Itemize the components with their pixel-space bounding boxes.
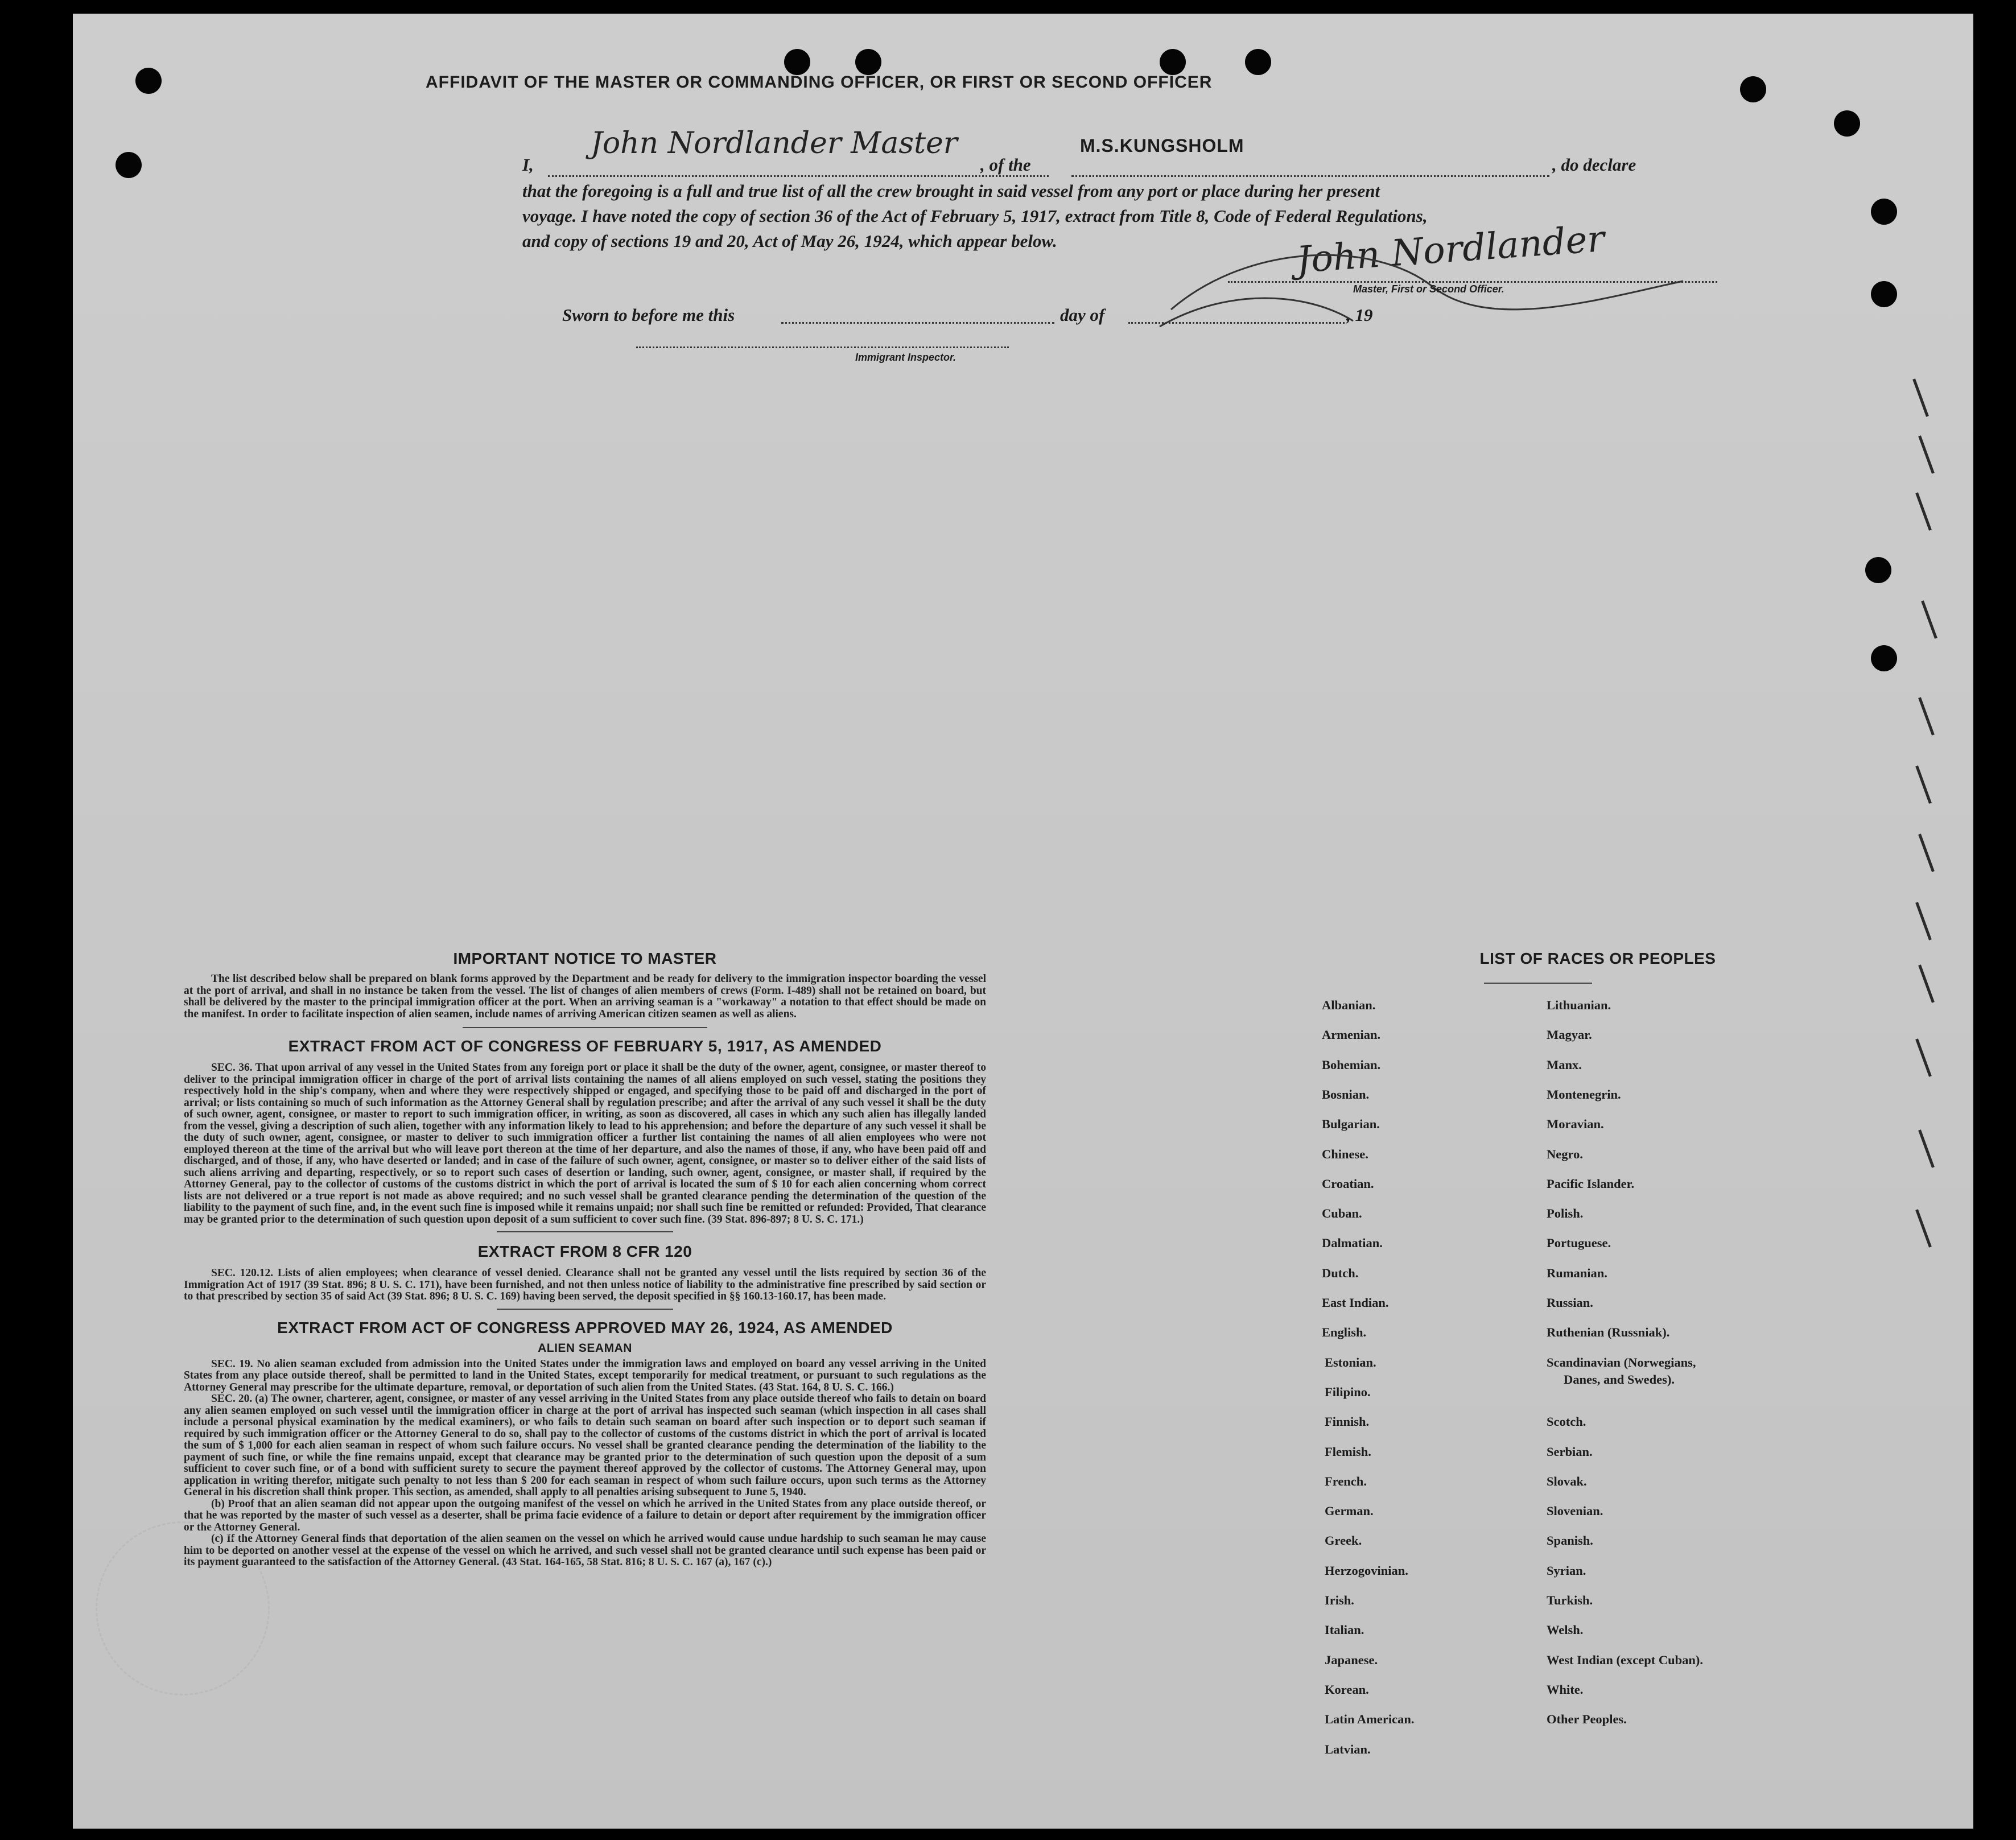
race-item: Danes, and Swedes). (1564, 1372, 1675, 1387)
extract-cfr-text (184, 1268, 986, 1303)
race-item: Japanese. (1325, 1652, 1378, 1667)
signature-caption: Master, First or Second Officer. (1353, 283, 1504, 295)
margin-mark (1915, 902, 1932, 940)
punch-hole-icon (1740, 76, 1766, 102)
year-label: , 19 (1346, 305, 1373, 325)
race-item: Bohemian. (1322, 1057, 1381, 1072)
notice-text (184, 973, 986, 1020)
race-item: Pacific Islander. (1547, 1176, 1635, 1191)
alien-seaman-subtitle: ALIEN SEAMAN (538, 1341, 632, 1355)
inspector-caption: Immigrant Inspector. (855, 352, 957, 363)
divider (1484, 983, 1592, 984)
document-page (73, 14, 1973, 1829)
margin-mark (1918, 697, 1935, 735)
margin-mark (1915, 492, 1932, 530)
day-of-label: day of (1060, 305, 1105, 325)
punch-hole-icon (1245, 49, 1271, 75)
extract-cfr-title: EXTRACT FROM 8 CFR 120 (477, 1243, 692, 1260)
master-handwritten-name: John Nordlander Master (591, 126, 958, 160)
race-item: Irish. (1325, 1593, 1354, 1607)
race-item: English. (1322, 1325, 1367, 1340)
affidavit-title: AFFIDAVIT OF THE MASTER OR COMMANDING OFFICER, OR FIRST OR SECOND OFFICER (426, 73, 1213, 92)
race-item: Latin American. (1325, 1712, 1415, 1727)
punch-hole-icon (135, 68, 162, 94)
race-item: Herzogovinian. (1325, 1563, 1408, 1578)
margin-mark (1915, 1209, 1932, 1247)
race-item: Portuguese. (1547, 1236, 1611, 1251)
extract-1924-text (184, 1359, 986, 1569)
extract-1917-text (184, 1062, 986, 1226)
race-item: Slovenian. (1547, 1504, 1603, 1519)
sec-20a-paragraph: SEC. 20. (a) The owner, charterer, agent, consignee, or master of any vessel arriving in the United States from any place outside thereof who fails to detain on board any alien seamen employed on such vessel until the immigration officer in charge at the port of arrival has inspected such seaman (which inspection in all cases shall include a personal physical examination by the medical examiners), or who fails to detain such seaman on board after such inspection or to deport such seaman if required by such immigration officer or the Attorney General to do so, shall pay to the collector of customs of the customs district in which the port of arrival is located the sum of $ 1,000 for each alien seaman in respect of whom such failure occurs. No vessel shall be granted clearance pending the determination of the liability to the payment of such fine, or while the fine remains unpaid, except that clearance may be granted prior to the determination of such question upon the deposit of a sum sufficient to cover such fine, or of a bond with sufficient surety to secure the payment thereof approved by the collector of customs. The Attorney General may, upon application in writing therefor, mitigate such penalty to not less than $ 200 for each seaman in respect of whom such failure occurs, upon such terms as the Attorney General in his discretion shall think proper. This section, as amended, shall apply to all penalties arising subsequent to June 5, 1940. (184, 1393, 986, 1498)
race-item: Rumanian. (1547, 1265, 1607, 1280)
extract-1924-title: EXTRACT FROM ACT OF CONGRESS APPROVED MAY 26, 1924, AS AMENDED (277, 1318, 893, 1336)
race-item: Bosnian. (1322, 1087, 1370, 1101)
race-item: Flemish. (1325, 1444, 1371, 1459)
race-item: Dalmatian. (1322, 1236, 1383, 1251)
race-item: West Indian (except Cuban). (1547, 1652, 1704, 1667)
punch-hole-icon (1871, 645, 1897, 671)
divider (497, 1231, 673, 1232)
race-item: Scandinavian (Norwegians, (1547, 1355, 1696, 1369)
master-signature: John Nordlander (1295, 218, 1606, 282)
race-item: Syrian. (1547, 1563, 1586, 1578)
race-item: East Indian. (1322, 1296, 1389, 1310)
punch-hole-icon (855, 49, 881, 75)
notice-paragraph: The list described below shall be prepared on blank forms approved by the Department and be ready for delivery to the immigration inspector boarding the vessel at the port of arrival, and shall in no instance be taken from the vessel. The list of changes of alien members of crews (Form. I-489) shall not be retained on board, but shall be delivered by the master to the principal immigration officer at the port. When an arriving seaman is a "workaway" a notation to that effect should be made on the manifest. In order to facilitate inspection of alien seamen, include names of arriving American citizen seamen as well as aliens. (184, 973, 986, 1020)
divider (463, 1027, 707, 1028)
margin-mark (1915, 765, 1932, 803)
affidavit-line-3: voyage. I have noted the copy of section 36 of the Act of February 5, 1917, extract from Title 8, Code of Federal Regulations, (522, 206, 1428, 226)
ship-name-line (1071, 175, 1549, 177)
race-item: French. (1325, 1474, 1367, 1488)
race-item: Russian. (1547, 1296, 1593, 1310)
master-name-line (548, 175, 1049, 177)
inspector-signature-line (636, 346, 1009, 348)
margin-mark (1912, 378, 1929, 416)
of-the-label: , of the (980, 155, 1031, 175)
sec-19-paragraph: SEC. 19. No alien seaman excluded from admission into the United States under the immigration laws and employed on board any vessel arriving in the United States from any place outside thereof, shall be permitted to land in the United States, except temporarily for medical treatment, or pursuant to such regulations as the Attorney General may prescribe for the ultimate departure, removal, or deportation of such alien from the United States. (43 Stat. 164, 8 U. S. C. 166.) (184, 1358, 986, 1393)
affidavit-line-4: and copy of sections 19 and 20, Act of May 26, 1924, which appear below. (522, 231, 1057, 251)
sworn-label: Sworn to before me this (562, 305, 735, 325)
race-item: Croatian. (1322, 1176, 1374, 1191)
sworn-month-line (1128, 322, 1345, 324)
race-item: Montenegrin. (1547, 1087, 1621, 1101)
sec-36-paragraph: SEC. 36. That upon arrival of any vessel in the United States from any foreign port or place it shall be the duty of the owner, agent, consignee, or master thereof to deliver to the principal immigration officer in charge of the port of arrival lists containing the names of all aliens employed on such vessel, stating the positions they respectively hold in the ship's company, when and where they were respectively shipped or engaged, and specifying those to be paid off and discharged in the port of arrival; or lists containing so much of such information as the Attorney General shall by regulation prescribe; and after the arrival of any such vessel it shall be the duty of such owner, agent, consignee, or master to report to such immigration officer, in writing, as soon as discovered, all cases in which any such alien has illegally landed from the vessel, giving a description of such alien, together with any information likely to lead to his apprehension; and before the departure of any such vessel it shall be the duty of such owner, agent, consignee, or master to deliver to such immigration officer a further list containing the names of all alien employees who were not employed thereon at the time of the arrival but who will leave port thereon at the time of her departure, and also the names of those, if any, who have been paid off and discharged, and of those, if any, who have deserted or landed; and in case of the failure of such owner, agent, consignee, or master so to deliver either of the said lists of such aliens arriving and departing, respectively, or so to report such cases of desertion or landing, such owner, agent, consignee, or master shall, if required by the Attorney General, pay to the collector of customs of the customs district in which the port of arrival is located the sum of $ 10 for each alien concerning whom correct lists are not delivered or a true report is not made as above required; and no such vessel shall be granted clearance pending the determination of the question of the liability to the payment of such fine, and, in the event such fine is imposed while it remains unpaid; nor shall such fine be remitted or refunded: Provided, That clearance may be granted prior to the determination of such question upon deposit of a sum sufficient to cover such fine. (39 Stat. 896-897; 8 U. S. C. 171.) (184, 1062, 986, 1226)
affidavit-line-2: that the foregoing is a full and true list of all the crew brought in said vessel from any port or place during her present (522, 181, 1380, 201)
punch-hole-icon (116, 152, 142, 178)
race-item: Albanian. (1322, 998, 1376, 1012)
do-declare-label: , do declare (1552, 155, 1636, 175)
race-item: White. (1547, 1682, 1584, 1697)
race-item: German. (1325, 1504, 1374, 1519)
race-item: Italian. (1325, 1623, 1364, 1637)
race-item: Ruthenian (Russniak). (1547, 1325, 1670, 1340)
race-item: Bulgarian. (1322, 1117, 1380, 1132)
race-item: Serbian. (1547, 1444, 1593, 1459)
punch-hole-icon (1160, 49, 1186, 75)
notice-title: IMPORTANT NOTICE TO MASTER (453, 950, 717, 967)
margin-mark (1921, 600, 1937, 638)
legal-notices (184, 950, 986, 1569)
race-item: Dutch. (1322, 1265, 1359, 1280)
punch-hole-icon (1865, 557, 1891, 583)
race-item: Lithuanian. (1547, 998, 1611, 1012)
punch-hole-icon (1834, 110, 1860, 137)
margin-mark (1918, 964, 1935, 1002)
race-item: Cuban. (1322, 1206, 1362, 1221)
race-item: Filipino. (1325, 1384, 1371, 1399)
sworn-day-line (781, 322, 1054, 324)
race-item: Welsh. (1547, 1623, 1584, 1637)
margin-mark (1918, 1129, 1935, 1167)
race-item: Armenian. (1322, 1028, 1381, 1042)
race-item: Chinese. (1322, 1146, 1368, 1161)
margin-mark (1915, 1038, 1932, 1076)
race-item: Finnish. (1325, 1414, 1370, 1429)
i-label: I, (522, 155, 534, 175)
race-item: Korean. (1325, 1682, 1369, 1697)
sec-20b-paragraph: (b) Proof that an alien seaman did not appear upon the outgoing manifest of the vessel on which he arrived in the United States from any place outside thereof, or that he was reported by the master of such vessel as a deserter, shall be prima facie evidence of a failure to detain or deport after requirement by the immigration officer or the Attorney General. (184, 1497, 986, 1533)
race-item: Turkish. (1547, 1593, 1593, 1607)
race-item: Spanish. (1547, 1533, 1593, 1548)
divider (497, 1309, 673, 1310)
race-item: Scotch. (1547, 1414, 1586, 1429)
race-item: Magyar. (1547, 1028, 1592, 1042)
extract-1917-title: EXTRACT FROM ACT OF CONGRESS OF FEBRUARY 5, 1917, AS AMENDED (288, 1037, 882, 1055)
race-item: Negro. (1547, 1146, 1583, 1161)
embossed-seal (96, 1521, 270, 1695)
margin-mark (1918, 834, 1935, 872)
sec-20c-paragraph: (c) If the Attorney General finds that deportation of the alien seamen on the vessel on which he arrived would cause undue hardship to such seaman he may cause him to be deported on another vessel at the expense of the vessel on which he arrived, and such vessel shall not be granted clearance until such expense has been paid or its payment guaranteed to the satisfaction of the Attorney General. (43 Stat. 164-165, 58 Stat. 816; 8 U. S. C. 167 (a), 167 (c).) (184, 1533, 986, 1568)
race-item: Moravian. (1547, 1117, 1604, 1132)
punch-hole-icon (1871, 199, 1897, 225)
races-title: LIST OF RACES OR PEOPLES (1479, 950, 1716, 967)
punch-hole-icon (784, 49, 810, 75)
margin-mark (1918, 435, 1935, 473)
race-item: Other Peoples. (1547, 1712, 1627, 1727)
race-item: Latvian. (1325, 1742, 1371, 1756)
race-item: Manx. (1547, 1057, 1582, 1072)
sec-120-12-paragraph: SEC. 120.12. Lists of alien employees; when clearance of vessel denied. Clearance shall not be granted any vessel until the lists required by section 36 of the Immigration Act of 1917 (39 Stat. 896; 8 U. S. C. 171), have been furnished, and not then unless notice of liability to the administrative fine prescribed by said section or to that prescribed by section 35 of said Act (39 Stat. 896; 8 U. S. C. 169) having been served, the deposit specified in §§ 160.13-160.17, has been made. (184, 1267, 986, 1302)
race-item: Estonian. (1325, 1355, 1376, 1369)
signature-line (1228, 281, 1717, 283)
race-item: Polish. (1547, 1206, 1584, 1221)
ship-name: M.S.KUNGSHOLM (1080, 135, 1244, 156)
punch-hole-icon (1871, 281, 1897, 307)
race-item: Slovak. (1547, 1474, 1587, 1488)
race-item: Greek. (1325, 1533, 1362, 1548)
